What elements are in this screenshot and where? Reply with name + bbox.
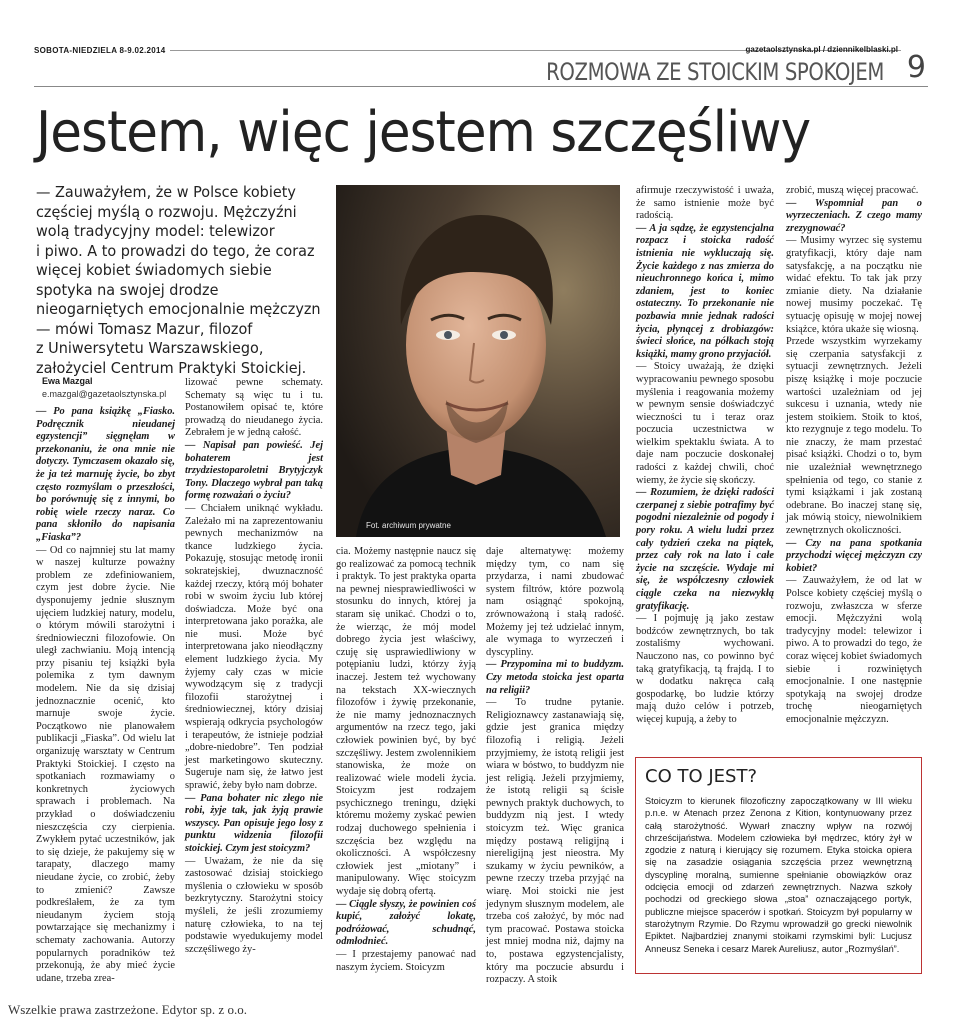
interview-question: — Przypomina mi to buddyzm. Czy metoda stoicka jest oparta na religii?: [486, 659, 624, 696]
interview-answer: — Od co najmniej stu lat mamy w naszej kulturze poważny problem ze zdefiniowaniem, czym jest dobre życie. Nie dysponujemy jednie słusznym ujęciem ludzkiej natury, modelu, o którym mówili starożytni i średniowieczni filozofowie. On uległ zachwianiu. Moją intencją przy pisaniu tej książki była polemika z tym dawnym modelem. Nie da się dzisiaj jednoznacznie ocenić, kto marnuje swoje życie. Początkowo nie planowałem publikacji „Fiaska”. Od wielu lat organizuję warsztaty w Centrum Praktyki Stoickiej. I często na spotkaniach rozmawiamy o konkretnych życiowych sprawach i problemach. Na przykład o doświadczeniu nieszczęścia czy cierpienia. Zwykłem pytać uczestników, jak to się dzieje, że pakujemy się w tarapaty, dlaczego mamy nieudane życie, co zrobić, żeby to zmienić? Zawsze podkreślałem, że za tym nieudanym życiem stoją powtarzające się mechanizmy i schematy zachowania. Autorzy popularnych poradników też przekonują, że aby mieć życie udane, trzeba zrea-: [36, 544, 175, 984]
lead-line: założyciel Centrum Praktyki Stoickiej.: [36, 358, 307, 377]
infobox-text: Stoicyzm to kierunek filozoficzny zapoczątkowany w III wieku p.n.e. w Atenach przez Zenona z Kition, kontynuowany przez całą starożytność. Wywarł znaczny wpływ na rozwój chrześcijaństwa. Modelem człowieka był mędrzec, który żył w zgodzie z naturą i kierujący się rozumem. Etyka stoicka opiera się na zasadzie osiągania szczęścia przez wewnętrzną dyscyplinę moralną, sumienne spełnianie obowiązków oraz odcięcia emocji od zdarzeń zewnętrznych. Nazwa szkoły pochodzi od greckiego słowa „stoa” oznaczającego portyk, publiczne miejsce spacerów i spotkań. Stoicyzm był popularny w starożytnym Rzymie. Do Rzymu wprowadził go grecki niewolnik Epiktet. Najbardziej znanymi stoikami rzymskimi byli: Lucjusz Anneusz Seneka i cesarz Marek Aureliusz, autor „Rozmyślań”.: [645, 796, 912, 954]
lead-line: z Uniwersytetu Warszawskiego,: [36, 339, 264, 357]
interview-answer: — Musimy wyrzec się systemu gratyfikacji, który daje nam satysfakcję, a na początku nie widać efektu. To tak jak przy zmianie diety. Na działanie nowej musimy poczekać. Tę sytuację opisuję w mojej nowej książce, która ukaże się wiosną.: [786, 235, 922, 335]
author-email: e.mazgal@gazetaolsztynska.pl: [42, 389, 167, 399]
article-column-6: [786, 185, 922, 727]
interview-question: — Czy na pana spotkania przychodzi więcej mężczyzn czy kobiet?: [786, 537, 922, 574]
lead-line: wolą tradycyjny model: telewizor: [36, 222, 275, 240]
interview-answer: zrobić, muszą więcej pracować.: [786, 185, 919, 196]
header-date: SOBOTA-NIEDZIELA 8-9.02.2014: [34, 46, 166, 55]
infobox: [635, 757, 922, 974]
interview-answer: afirmuje rzeczywistość i uważa, że samo istnienie może być radością.: [636, 185, 774, 222]
header-rule: [34, 86, 928, 87]
lead-line: — Zauważyłem, że w Polsce kobiety: [36, 183, 296, 201]
interview-answer: — Stoicy uważają, że dzięki wypracowaniu pewnego sposobu myślenia i reagowania możemy w pewnym sensie doświadczyć wieczności tu i teraz oraz poczucia uczestnictwa w wielkim spektaklu świata. A to daje nam poczucie doskonałej radości z każdej chwili, choć wiemy, że życie się skończy.: [636, 361, 774, 486]
portrait-illustration: [336, 185, 620, 537]
photo-credit: Fot. archiwum prywatne: [366, 521, 451, 530]
interview-question: — Ciągle słyszy, że powinien coś kupić, założyć lokatę, podróżować, schudnąć, odmłodnieć.: [336, 898, 476, 948]
interview-answer: lizować pewne schematy. Schematy są więc tu i tu. Postanowiłem opisać te, które prowadzą do nieudanego życia. Zebrałem je w jedną całość.: [185, 377, 323, 439]
interview-question: — A ja sądzę, że egzystencjalna rozpacz i stoicka radość istnienia nie wykluczają się. Życie każdego z nas zmierza do nieuchronnego końca i, mimo zdaniem, jest to koniec ostateczny. To przekonanie nie pozbawia mnie jednak radości życia, płynącej z drobiazgów: świeci słońce, na półkach stoją książki, mamy grono przyjaciół.: [636, 222, 774, 360]
page-number: 9: [906, 50, 926, 85]
interview-answer: — I przestajemy panować nad naszym życiem. Stoicyzm: [336, 949, 476, 973]
section-title: ROZMOWA ZE STOICKIM SPOKOJEM: [546, 58, 884, 86]
article-column-4: [486, 546, 624, 987]
article-lead: [36, 183, 321, 378]
interview-answer: — Chciałem uniknąć wykładu. Zależało mi na zaprezentowaniu pewnych mechanizmów na tkance ludzkiego życia. Pokazuję, stosując metodę ironii sokratejskiej, dwuznaczność każdej rzeczy, którą mój bohater robi w swoim życiu lub której doświadcza. Może być ona interpretowana jako porażka, ale nie musi. Może być interpretowana jako nieodłączny element ludzkiego życia. My żyjemy cały czas w micie wywodzącym się z tradycji filozofii starożytnej i średniowiecznej, który dzisiaj wspierają odkrycia psychologów i terapeutów, że istnieje podział „dobre-niedobre”. Ten podział jest marketingowo skuteczny. Sugeruje nam się, że łatwo jest sprawić, żeby było nam dobrze.: [185, 502, 323, 791]
lead-line: nieogarniętych emocjonalnie mężczyzn: [36, 300, 321, 318]
interview-question: — Wspomniał pan o wyrzeczeniach. Z czego mamy zrezygnować?: [786, 197, 922, 234]
portrait-photo: [336, 185, 620, 537]
infobox-title: CO TO JEST?: [645, 766, 757, 787]
copyright-notice: Wszelkie prawa zastrzeżone. Edytor sp. z o.o.: [8, 1002, 247, 1017]
interview-answer: — To trudne pytanie. Religioznawcy zastanawiają się, gdzie jest granica między filozofią i religią. Jeżeli przyjmiemy, że istotą religii jest wiara w bóstwo, to buddyzm nie jest religią. Jeżeli przyjmiemy, że istotą religii są ścisłe pewnych praktyk duchowych, to buddyzm nią jest. I wtedy stoicyzm też. Więc granica między postawą religijną i niereligijną jest nieostra. My szukamy w życiu pewników, a pewne rzeczy trzeba przyjąć na wiarę. Moi stoicki nie jest jedynym słusznym modelem, ale trzeba coś założyć, by móc nad tym pracować. Postawa stoicka jest mniej modna niż, dajmy na to, postawa egzystencjalisty, który ma poczucie absurdu i rozpaczy. A stoik: [486, 697, 624, 986]
author-name: Ewa Mazgal: [42, 376, 93, 386]
lead-line: i piwo. A to prowadzi do tego, że coraz: [36, 241, 315, 260]
lead-line: — mówi Tomasz Mazur, filozof: [36, 319, 253, 338]
interview-question: — Napisał pan powieść. Jej bohaterem jest trzydziestoparoletni Brytyjczyk Tony. Dlaczego wybrał pan taką formę rozważań o życiu?: [185, 439, 323, 502]
interview-answer: cia. Możemy następnie naucz się go realizować za pomocą technik i praktyk. To jest praktyka oparta na pewnej niesprawiedliwości w stosunku do innych, której ja staram się unikać. Chodzi o to, że wierząc, że mój model dobrego życia jest właściwy, czuję się usprawiedliwiony w potępianiu ludzi, którzy żyją inaczej. Jestem też wychowany na tekstach XX-wiecznych filozofów i żywię przekonanie, że nie mamy jednoznacznych argumentów na rzecz tego, jaki człowiek powinien być, by być szczęśliwy. Jestem zwolennikiem stanowiska, że może on realizować wiele modeli życia. Stoicyzm jest rodzajem psychicznego treningu, dzięki któremu możemy zyskać pewien rodzaj duchowego spełnienia i szczęścia bez względu na okoliczności. A współczesny człowiek jest „miotany” i manipulowany. Więc stoicyzm wydaje się dobrą ofertą.: [336, 546, 476, 898]
interview-answer: — Uważam, że nie da się zastosować dzisiaj stoickiego myślenia o człowieku w sposób bezkrytyczny. Starożytni stoicy myśleli, że jeśli zrozumiemy naturę człowieka, to na tej podstawie wyedukujemy model szczęśliwego ży-: [185, 855, 323, 955]
interview-answer: daje alternatywę: możemy między tym, co nam się przydarza, i nami zbudować system filtrów, które pozwolą nam osiągnąć spokojną, zrównoważoną i stałą radość. Możemy jej też udzielać innym, ale wymaga to wyrzeczeń i dyscypliny.: [486, 546, 624, 658]
interview-answer: — Zauważyłem, że od lat w Polsce kobiety częściej myślą o rozwoju, zwłaszcza w sferze emocji. Mężczyźni wolą tradycyjny model: telewizor i piwo. A to prowadzi do tego, że coraz więcej kobiet świadomych siebie i rozwiniętych emocjonalnie. I one następnie spotykają na swojej drodze trochę nieogarniętych emocjonalnie mężczyzn.: [786, 575, 922, 725]
interview-question: — Pana bohater nic złego nie robi, żyje tak, jak żyją prawie wszyscy. Pan opisuje jego losy z punktu widzenia filozofii stoickiej. Czym jest stoicyzm?: [185, 792, 323, 854]
interview-answer: Przede wszystkim wyrzekamy się czerpania satysfakcji z sytuacji zewnętrznych. Jeżeli piszę książkę i moje poczucie wartości uzależniam od jej sukcesu i uznania, wtedy nie jestem stoikiem. Stoik to ktoś, kto rezygnuje z tego modelu. To nie znaczy, że mam przestać pisać książki. Chodzi o to, bym nie uzależniał wewnętrznego spełnienia od tego, co stanie z tymi książkami i jak zostaną odebrane. Bo inaczej stanę się, jak mówią stoicy, niewolnikiem zewnętrznych okoliczności.: [786, 336, 922, 537]
lead-line: spotyka na swojej drodze: [36, 280, 219, 299]
article-column-5: [636, 185, 774, 727]
interview-question: — Po pana książkę „Fiasko. Podręcznik nieudanej egzystencji” sięgnęłam w przekonaniu, że ona mnie nie dotyczy. Tymczasem okazało się, że ja też marnuję życie, bo zbyt często rozmyślam o przeszłości, bo porównuję się z innymi, bo robię wiele rzeczy naraz. Co pana skłoniło do napisania „Fiaska”?: [36, 406, 175, 543]
lead-line: częściej myślą o rozwoju. Mężczyźni: [36, 202, 297, 221]
article-column-3: [336, 546, 476, 974]
article-column-1: [36, 406, 175, 985]
article-title: Jestem, więc jestem szczęśliwy: [36, 100, 811, 165]
lead-line: więcej kobiet świadomych siebie: [36, 261, 272, 279]
header-site: gazetaolsztynska.pl / dziennikelblaski.pl: [745, 45, 898, 54]
article-column-2: [185, 377, 323, 956]
interview-answer: — I pojmuję ją jako zestaw bodźców zewnętrznych, bo tak zostaliśmy wychowani. Nauczono nas, co powinno być taką gratyfikacją, tą frajdą. I to w dodatku nakręca całą gospodarkę, bo ludzie którzy mają dużo celów i potrzeb, więcej kupują, a żeby to: [636, 613, 774, 725]
interview-question: — Rozumiem, że dzięki radości czerpanej z siebie potrafimy być pogodni niezależnie od pogody i pory roku. A wielu ludzi przez cały tydzień czeka na piątek, przez cały rok na lato i całe życie na szczęście. Wydaje mi się, że współczesny człowiek ciągle czeka na niezwykłą gratyfikację.: [636, 487, 774, 612]
